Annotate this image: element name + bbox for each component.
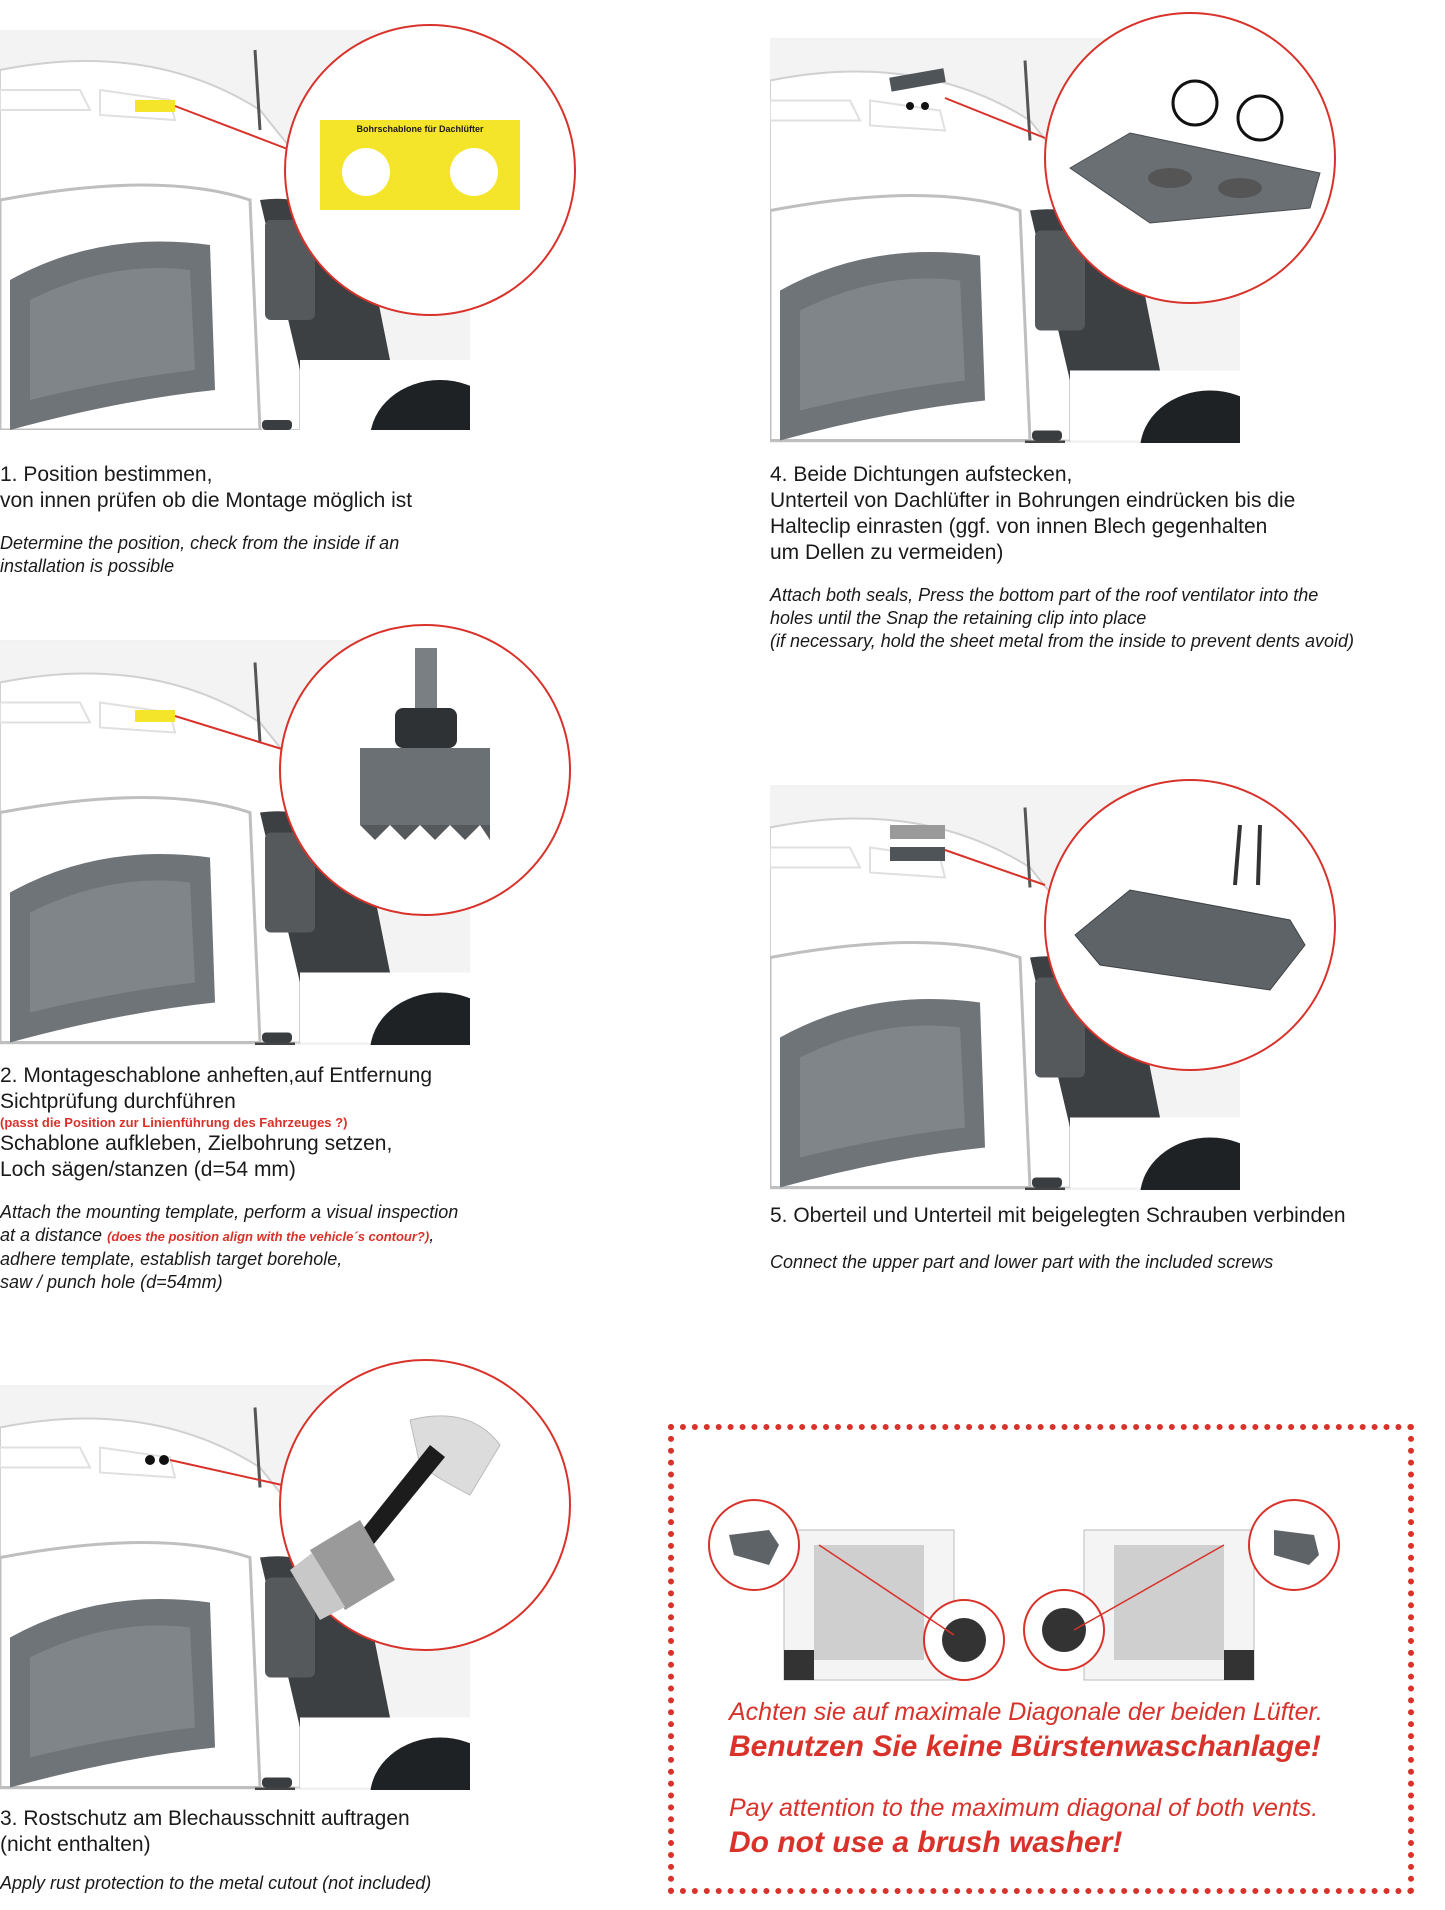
notice-box xyxy=(668,1424,1414,1894)
step-1-de-line2: von innen prüfen ob die Montage möglich ist xyxy=(0,489,413,512)
step-3-de-line2: (nicht enthalten) xyxy=(0,1833,151,1856)
step-4-en-line2: holes until the Snap the retaining clip into place xyxy=(770,608,1147,628)
step-2-de-note: (passt die Position zur Linienführung des Fahrzeuges ?) xyxy=(0,1115,348,1130)
step-4-de-line2: Unterteil von Dachlüfter in Bohrungen eindrücken bis die xyxy=(770,489,1296,512)
step-2-de-line2: Sichtprüfung durchführen xyxy=(0,1090,236,1113)
drilling-template-icon xyxy=(320,120,520,210)
step-4-en-line3: (if necessary, hold the sheet metal from the inside to prevent dents avoid) xyxy=(770,631,1354,651)
notice-en-line1: Pay attention to the maximum diagonal of both vents. xyxy=(729,1794,1319,1822)
step-3-de-line1: 3. Rostschutz am Blechausschnitt auftragen xyxy=(0,1807,410,1830)
step-4-illustration xyxy=(770,38,1240,443)
step-2-en-note: (does the position align with the vehicle´s contour?) xyxy=(107,1229,430,1244)
step-2-de-line1: 2. Montageschablone anheften,auf Entfernung xyxy=(0,1064,432,1087)
step-4-de-line3: Halteclip einrasten (ggf. von innen Blech gegenhalten xyxy=(770,515,1268,538)
step-4-en-line1: Attach both seals, Press the bottom part of the roof ventilator into the xyxy=(770,585,1319,605)
step-2-en-line3: adhere template, establish target borehole, xyxy=(0,1249,343,1269)
step-1-de-line1: 1. Position bestimmen, xyxy=(0,463,213,486)
notice-en-line2: Do not use a brush washer! xyxy=(729,1826,1123,1859)
notice-de-line1: Achten sie auf maximale Diagonale der beiden Lüfter. xyxy=(729,1698,1323,1726)
van-rear-views xyxy=(674,1490,1408,1690)
step-4-de-line4: um Dellen zu vermeiden) xyxy=(770,541,1004,564)
step-5-en-line1: Connect the upper part and lower part with the included screws xyxy=(770,1252,1274,1272)
step-2-en-line4: saw / punch hole (d=54mm) xyxy=(0,1272,223,1292)
step-1-en-line2: installation is possible xyxy=(0,556,175,576)
van-rear-view-diagonal-1 xyxy=(709,1500,1004,1680)
step-4-de-line1: 4. Beide Dichtungen aufstecken, xyxy=(770,463,1073,486)
step-5-de-line1: 5. Oberteil und Unterteil mit beigelegten Schrauben verbinden xyxy=(770,1204,1346,1227)
template-title: Bohrschablone für Dachlüfter xyxy=(356,124,484,134)
step-2-de-line4: Loch sägen/stanzen (d=54 mm) xyxy=(0,1158,296,1181)
van-rear-view-diagonal-2 xyxy=(1024,1500,1339,1680)
step-2-de-line3: Schablone aufkleben, Zielbohrung setzen, xyxy=(0,1132,393,1155)
step-1-illustration xyxy=(0,30,484,430)
step-2-en-line1: Attach the mounting template, perform a visual inspection xyxy=(0,1202,459,1222)
notice-de-line2: Benutzen Sie keine Bürstenwaschanlage! xyxy=(729,1730,1321,1763)
step-3-illustration xyxy=(0,1385,470,1790)
step-2-en-line2-prefix: at a distance xyxy=(0,1225,108,1245)
step-1-en-line1: Determine the position, check from the inside if an xyxy=(0,533,400,553)
step-2-en-line2-suffix: , xyxy=(429,1225,435,1245)
step-2-illustration xyxy=(0,640,470,1045)
step-3-en-line1: Apply rust protection to the metal cutout (not included) xyxy=(0,1873,432,1893)
step-2-en-line2 xyxy=(0,1224,640,1248)
step-5-illustration xyxy=(770,785,1240,1190)
